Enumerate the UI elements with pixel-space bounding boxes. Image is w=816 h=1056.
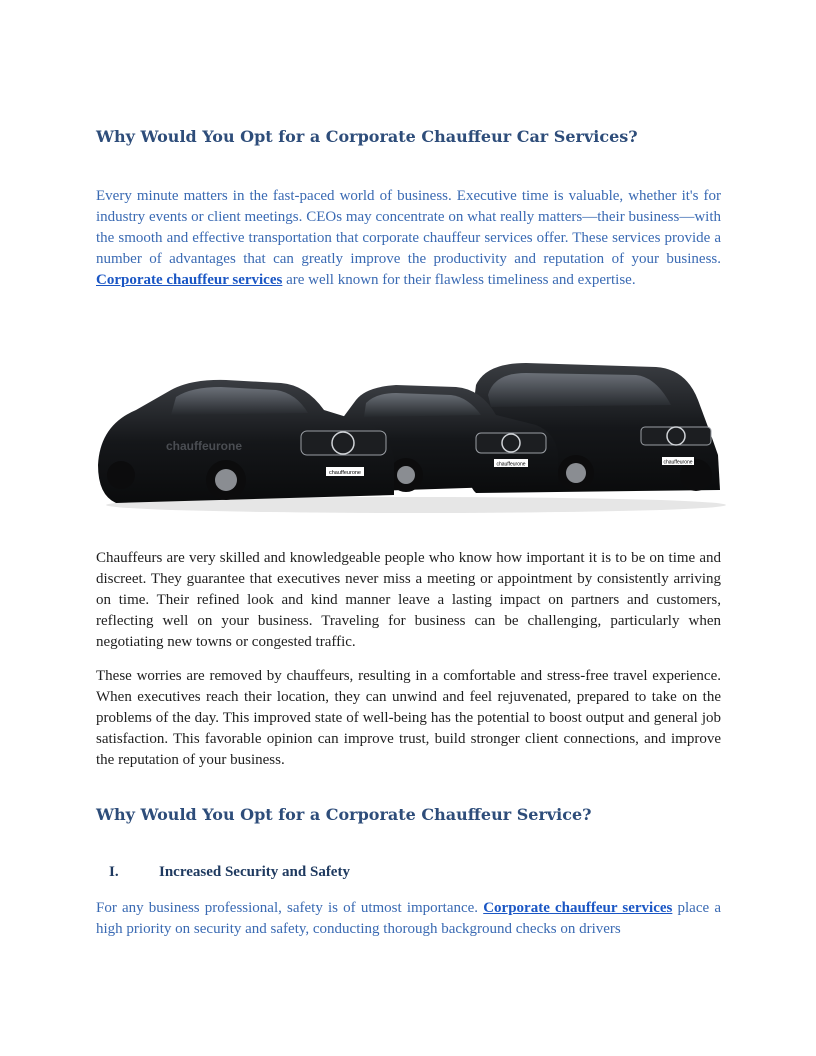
safety-paragraph: [96, 898, 721, 940]
heading-why-opt-service: Why Would You Opt for a Corporate Chauffeur Service?: [96, 805, 592, 824]
svg-text:chauffeurone: chauffeurone: [328, 470, 362, 476]
safety-text-before: For any business professional, safety is of utmost importance.: [96, 900, 484, 916]
corporate-chauffeur-services-link-1[interactable]: Corporate chauffeur services: [96, 272, 283, 288]
svg-text:chauffeurone: chauffeurone: [663, 459, 693, 466]
intro-text-after: are well known for their flawless timeliness and expertise.: [282, 272, 636, 288]
worries-removed-paragraph: These worries are removed by chauffeurs, resulting in a comfortable and stress-free travel experience. When executives reach their location, they can unwind and feel rejuvenated, prepared to take on the problems of the day. This improved state of well-being has the potential to boost output and general job satisfaction. This favorable opinion can improve trust, build stronger client connections, and improve the reputation of your business.: [96, 668, 721, 768]
subheading-security-safety: [109, 864, 350, 881]
intro-paragraph: [96, 186, 721, 291]
chauffeur-cars-image: [96, 355, 726, 515]
safety-text-after: place a high priority on security and safety, conducting thorough background checks on drivers: [96, 900, 721, 937]
svg-text:chauffeurone: chauffeurone: [166, 439, 243, 453]
heading-why-opt-car-services: Why Would You Opt for a Corporate Chauffeur Car Services?: [96, 127, 638, 146]
front-sedan-vehicle: [98, 380, 394, 503]
subheading-number: I.: [109, 864, 119, 880]
subheading-text: Increased Security and Safety: [159, 864, 350, 880]
intro-text-before: Every minute matters in the fast-paced world of business. Executive time is valuable, whether it's for industry events or client meetings. CEOs may concentrate on what really matters—their business—with the smooth and effective transportation that corporate chauffeur services offer. These services provide a number of advantages that can greatly improve the productivity and reputation of your business.: [96, 188, 721, 267]
corporate-chauffeur-services-link-2[interactable]: Corporate chauffeur services: [483, 900, 673, 916]
svg-text:chauffeurone: chauffeurone: [496, 461, 526, 468]
chauffeurs-skill-paragraph: Chauffeurs are very skilled and knowledgeable people who know how important it is to be on time and discreet. They guarantee that executives never miss a meeting or appointment by consistently arriving on time. Their refined look and kind manner leave a lasting impact on partners and customers, reflecting well on your business. Traveling for business can be challenging, particularly when negotiating new towns or congested traffic.: [96, 550, 721, 650]
